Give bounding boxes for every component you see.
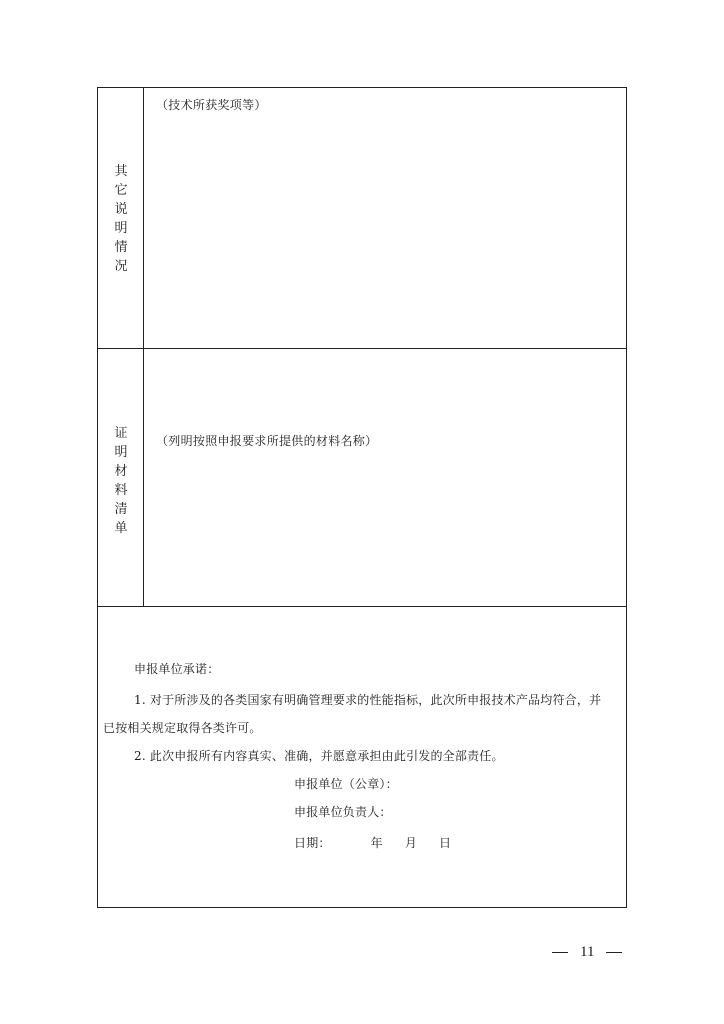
other-info-content[interactable] <box>144 88 626 348</box>
application-form-table <box>97 87 627 908</box>
other-info-label-cell <box>98 88 144 348</box>
other-info-row <box>98 88 626 349</box>
commitment-title: 申报单位承诺： <box>134 662 220 676</box>
page-number: 11 <box>552 944 622 961</box>
date-line <box>294 834 451 851</box>
seal-label: 申报单位（公章）： <box>294 777 398 791</box>
day-label: 日 <box>439 836 452 850</box>
proof-materials-hint: （列明按照申报要求所提供的材料名称） <box>156 434 378 448</box>
proof-materials-content[interactable] <box>144 349 626 606</box>
commitment-item-2: 2. 此次申报所有内容真实、准确，并愿意承担由此引发的全部责任。 <box>134 749 504 763</box>
dash-left <box>552 952 568 953</box>
commitment-item-1-continued: 已按相关规定取得各类许可。 <box>103 721 262 735</box>
other-info-label: 其 它 说 明 情 况 <box>114 164 128 274</box>
commitment-item-1: 1. 对于所涉及的各类国家有明确管理要求的性能指标，此次所申报技术产品均符合，并 <box>134 693 602 707</box>
proof-materials-label: 证 明 材 料 清 单 <box>114 426 128 536</box>
proof-materials-label-cell <box>98 349 144 606</box>
leader-label: 申报单位负责人： <box>294 805 392 819</box>
dash-right <box>606 952 622 953</box>
month-label: 月 <box>404 836 418 850</box>
other-info-hint: （技术所获奖项等） <box>156 98 267 112</box>
year-label: 年 <box>370 836 383 850</box>
proof-materials-row <box>98 349 626 607</box>
commitment-row <box>98 607 626 907</box>
date-label: 日期： <box>294 836 331 850</box>
